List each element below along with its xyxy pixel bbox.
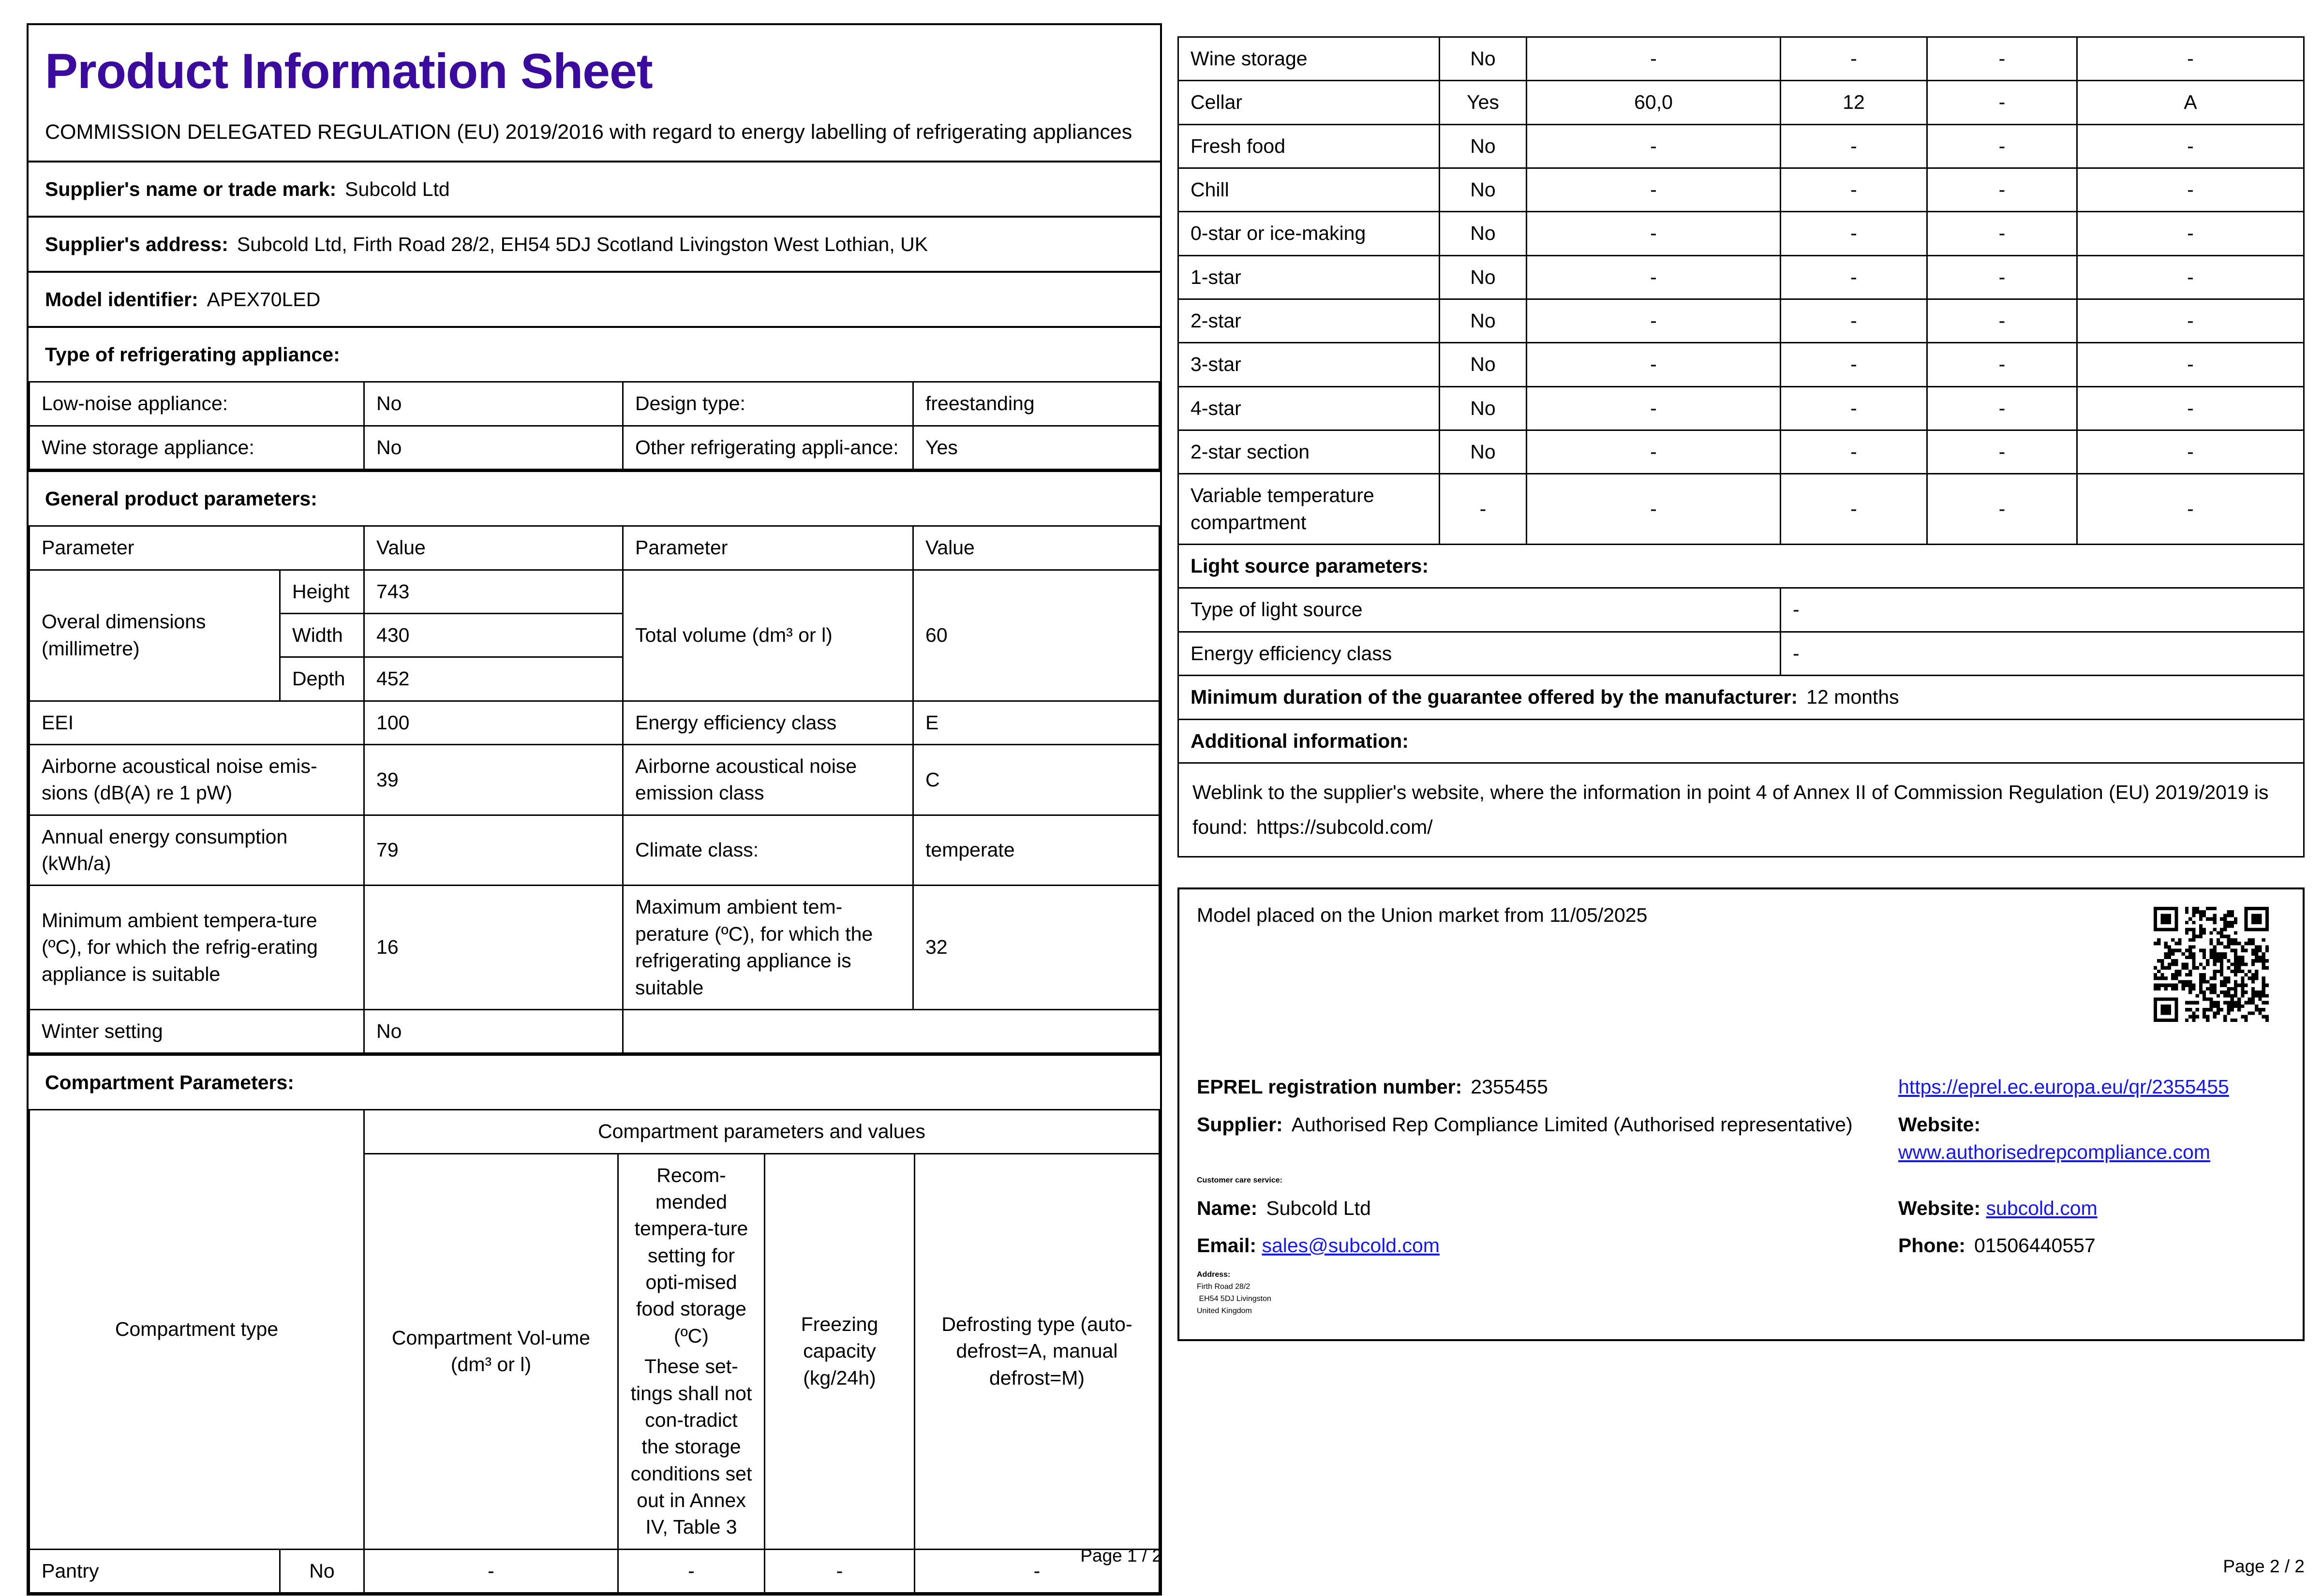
compartment-heading: Compartment Parameters: — [45, 1071, 294, 1094]
compartment-row — [1178, 299, 2304, 343]
compartment-volume: - — [1527, 343, 1781, 386]
table-row — [1178, 588, 2304, 632]
compartment-defrost: - — [2077, 386, 2304, 430]
table-row — [1178, 676, 2304, 719]
compartment-row — [1178, 430, 2304, 474]
page-1 — [27, 23, 1162, 1596]
page-title: Product Information Sheet — [45, 44, 653, 99]
low-noise-value: No — [364, 382, 623, 426]
customer-care-row — [1197, 1176, 2285, 1185]
min-ambient-temp-value: 16 — [364, 886, 623, 1009]
value-header: Value — [364, 526, 623, 570]
supplier-address-row — [29, 216, 1160, 271]
supplier-name-value: Subcold Ltd — [345, 177, 450, 200]
total-volume-value: 60 — [913, 570, 1160, 701]
spacer — [630, 1349, 752, 1353]
light-source-table — [1177, 544, 2305, 857]
compartment-present: No — [1440, 168, 1527, 212]
compartment-volume: - — [1527, 386, 1781, 430]
compartment-freezing: - — [1927, 81, 2077, 124]
email-row — [1197, 1232, 2285, 1259]
table-row — [30, 426, 1160, 469]
wine-storage-value: No — [364, 426, 623, 469]
title-block — [29, 25, 1160, 161]
care-website-link[interactable]: subcold.com — [1986, 1197, 2098, 1219]
compartment-parameters-table — [29, 1109, 1160, 1594]
climate-class-label: Climate class: — [623, 815, 913, 886]
table-row — [30, 570, 1160, 613]
total-volume-label: Total volume (dm³ or l) — [623, 570, 913, 701]
compartment-volume: - — [1527, 37, 1781, 81]
parameter-header: Parameter — [30, 526, 364, 570]
market-date-row — [1197, 904, 2285, 1064]
supplier-address-label: Supplier's address: — [45, 233, 228, 255]
compartment-defrost: - — [2077, 343, 2304, 386]
compartment-label: Cellar — [1178, 81, 1440, 124]
compartment-span-header: Compartment parameters and values — [364, 1110, 1160, 1153]
dimension-width-value: 430 — [364, 614, 623, 657]
max-ambient-temp-value: 32 — [913, 886, 1160, 1009]
compartment-defrost: - — [2077, 168, 2304, 212]
page-2 — [1177, 36, 2305, 1341]
compartment-temp: - — [1781, 343, 1927, 386]
supplier-cell — [1197, 1111, 1889, 1167]
dimension-depth-value: 452 — [364, 657, 623, 701]
compartment-volume: - — [1527, 474, 1781, 545]
table-row — [1178, 632, 2304, 675]
climate-class-value: temperate — [913, 815, 1160, 886]
table-row — [30, 745, 1160, 815]
eprel-link-cell — [1898, 1073, 2285, 1101]
compartment-present: No — [1440, 386, 1527, 430]
website-cell — [1898, 1111, 2285, 1167]
compartment-defrost: - — [2077, 299, 2304, 343]
design-type-value: freestanding — [913, 382, 1160, 426]
eprel-label: EPREL registration number: — [1197, 1076, 1462, 1098]
type-heading-row — [29, 326, 1160, 381]
other-appliance-label: Other refrigerating appli-ance: — [623, 426, 913, 469]
phone-label: Phone: — [1898, 1234, 1965, 1256]
email-cell — [1197, 1232, 1889, 1259]
eei-value: 100 — [364, 701, 623, 744]
defrosting-type-header: Defrosting type (auto-defrost=A, manual defrost=M) — [915, 1153, 1160, 1549]
compartment-temp: - — [1781, 430, 1927, 474]
email-label: Email: — [1197, 1234, 1257, 1256]
compartment-defrost: - — [2077, 212, 2304, 255]
table-row — [30, 815, 1160, 886]
supplier-row — [1197, 1111, 2285, 1167]
compartment-freezing: - — [1927, 255, 2077, 299]
general-parameters-table — [29, 525, 1160, 1054]
wine-storage-label: Wine storage appliance: — [30, 426, 364, 469]
supplier-website-link[interactable]: www.authorisedrepcompliance.com — [1898, 1141, 2210, 1164]
light-type-label: Type of light source — [1178, 588, 1781, 632]
address-line: United Kingdom — [1197, 1306, 1252, 1315]
general-heading: General product parameters: — [45, 488, 317, 510]
qr-code — [2154, 907, 2269, 1022]
weblink-url: https://subcold.com/ — [1256, 815, 1433, 838]
page-1-footer: Page 1 / 2 — [1080, 1546, 1162, 1566]
freezing-capacity-header: Freezing capacity (kg/24h) — [765, 1153, 915, 1549]
compartment-freezing: - — [1927, 343, 2077, 386]
compartment-row — [1178, 168, 2304, 212]
table-row — [30, 886, 1160, 1009]
light-type-value: - — [1781, 588, 2304, 632]
guarantee-value: 12 months — [1806, 686, 1899, 709]
recommended-temp-header-line2: These set-tings shall not con-tradict the storage conditions set out in Annex IV, Table 3 — [630, 1355, 752, 1538]
table-row — [30, 701, 1160, 744]
regulation-subtitle: COMMISSION DELEGATED REGULATION (EU) 2019/2016 with regard to energy labelling of refrigerating appliances — [45, 120, 1132, 144]
compartment-present: Yes — [1440, 81, 1527, 124]
website-label: Website: — [1898, 1197, 1981, 1219]
light-energy-class-label: Energy efficiency class — [1178, 632, 1781, 675]
guarantee-row — [1178, 676, 2304, 719]
parameter-header: Parameter — [623, 526, 913, 570]
table-row — [30, 1110, 1160, 1153]
compartment-volume: - — [1527, 168, 1781, 212]
supplier-name-row — [29, 161, 1160, 216]
email-link[interactable]: sales@subcold.com — [1262, 1234, 1440, 1256]
dimension-height-value: 743 — [364, 570, 623, 613]
compartment-row — [1178, 81, 2304, 124]
compartment-defrost: - — [2077, 124, 2304, 168]
weblink-row — [1178, 763, 2304, 857]
compartment-temp: - — [1781, 386, 1927, 430]
model-identifier-value: APEX70LED — [207, 288, 321, 311]
supplier-name-label: Supplier's name or trade mark: — [45, 177, 337, 200]
address-line: Firth Road 28/2 — [1197, 1283, 1250, 1291]
compartment-row — [1178, 212, 2304, 255]
model-identifier-row — [29, 271, 1160, 326]
eprel-info-box — [1177, 887, 2305, 1341]
pantry-present: No — [280, 1549, 364, 1593]
annual-energy-label: Annual energy consumption (kWh/a) — [30, 815, 364, 886]
compartment-freezing: - — [1927, 299, 2077, 343]
address-line: EH54 5DJ Livingston — [1197, 1294, 1271, 1303]
care-website-cell — [1898, 1195, 2285, 1222]
recommended-temp-header — [618, 1153, 765, 1549]
compartment-freezing: - — [1927, 212, 2077, 255]
pantry-freezing: - — [765, 1549, 915, 1593]
pantry-volume: - — [364, 1549, 618, 1593]
compartment-volume: - — [1527, 212, 1781, 255]
table-row — [1178, 719, 2304, 763]
winter-setting-value: No — [364, 1009, 623, 1053]
compartment-present: - — [1440, 474, 1527, 545]
compartment-type-header: Compartment type — [30, 1110, 364, 1549]
compartment-row — [1178, 474, 2304, 545]
compartment-label: 1-star — [1178, 255, 1440, 299]
eprel-number — [1197, 1073, 1889, 1101]
compartment-temp: - — [1781, 255, 1927, 299]
dimension-height-label: Height — [280, 570, 364, 613]
compartment-volume: 60,0 — [1527, 81, 1781, 124]
compartment-label: 4-star — [1178, 386, 1440, 430]
compartment-label: 2-star section — [1178, 430, 1440, 474]
max-ambient-temp-label: Maximum ambient tem-perature (ºC), for which the refrigerating appliance is suitable — [623, 886, 913, 1009]
compartment-temp: - — [1781, 299, 1927, 343]
compartment-label: 3-star — [1178, 343, 1440, 386]
website-label: Website: — [1898, 1113, 1981, 1136]
compartment-row — [1178, 124, 2304, 168]
energy-class-value: E — [913, 701, 1160, 744]
compartment-temp: - — [1781, 474, 1927, 545]
compartment-freezing: - — [1927, 430, 2077, 474]
noise-class-label: Airborne acoustical noise emission class — [623, 745, 913, 815]
compartment-label: Variable temperature compartment — [1178, 474, 1440, 545]
general-heading-row — [29, 470, 1160, 525]
compartment-label: Fresh food — [1178, 124, 1440, 168]
compartment-parameters-table-continued — [1177, 36, 2305, 545]
compartment-label: Chill — [1178, 168, 1440, 212]
design-type-label: Design type: — [623, 382, 913, 426]
pantry-temp: - — [618, 1549, 765, 1593]
customer-care-heading: Customer care service: — [1197, 1176, 1282, 1184]
low-noise-label: Low-noise appliance: — [30, 382, 364, 426]
supplier-value: Authorised Rep Compliance Limited (Authorised representative) — [1291, 1113, 1853, 1136]
compartment-defrost: A — [2077, 81, 2304, 124]
annual-energy-value: 79 — [364, 815, 623, 886]
compartment-freezing: - — [1927, 124, 2077, 168]
noise-emissions-label: Airborne acoustical noise emis-sions (dB(A) re 1 pW) — [30, 745, 364, 815]
compartment-present: No — [1440, 124, 1527, 168]
care-name-cell — [1197, 1195, 1889, 1222]
table-row — [1178, 763, 2304, 857]
energy-class-label: Energy efficiency class — [623, 701, 913, 744]
compartment-row — [1178, 37, 2304, 81]
compartment-row — [1178, 343, 2304, 386]
compartment-temp: - — [1781, 124, 1927, 168]
compartment-present: No — [1440, 299, 1527, 343]
compartment-freezing: - — [1927, 474, 2077, 545]
compartment-present: No — [1440, 430, 1527, 474]
compartment-present: No — [1440, 212, 1527, 255]
name-label: Name: — [1197, 1197, 1258, 1219]
recommended-temp-header-line1: Recom-mended tempera-ture setting for opti-mised food storage (ºC) — [634, 1164, 748, 1347]
empty-cell — [623, 1009, 1160, 1053]
compartment-freezing: - — [1927, 168, 2077, 212]
compartment-present: No — [1440, 37, 1527, 81]
compartment-freezing: - — [1927, 37, 2077, 81]
compartment-temp: - — [1781, 37, 1927, 81]
weblink-label: Weblink to the supplier's website, where the information in point 4 of Annex II of Commission Regulation (EU) 2019/2019 is found: — [1192, 781, 2269, 838]
compartment-volume-header: Compartment Vol-ume (dm³ or l) — [364, 1153, 618, 1549]
type-heading: Type of refrigerating appliance: — [45, 343, 340, 366]
guarantee-label: Minimum duration of the guarantee offered by the manufacturer: — [1191, 686, 1798, 709]
table-row — [30, 1009, 1160, 1053]
compartment-present: No — [1440, 343, 1527, 386]
additional-information-heading: Additional information: — [1178, 719, 2304, 763]
noise-emissions-value: 39 — [364, 745, 623, 815]
compartment-heading-row — [29, 1054, 1160, 1109]
phone-cell — [1898, 1232, 2285, 1259]
model-identifier-label: Model identifier: — [45, 288, 198, 311]
compartment-volume: - — [1527, 430, 1781, 474]
compartment-row — [1178, 255, 2304, 299]
market-date-text: Model placed on the Union market from 11/05/2025 — [1197, 904, 1648, 927]
light-source-heading: Light source parameters: — [1178, 545, 2304, 588]
dimensions-label: Overal dimensions (millimetre) — [30, 570, 280, 701]
supplier-label: Supplier: — [1197, 1113, 1283, 1136]
compartment-label: 0-star or ice-making — [1178, 212, 1440, 255]
table-row — [30, 382, 1160, 426]
eei-label: EEI — [30, 701, 364, 744]
table-row — [30, 526, 1160, 570]
value-header: Value — [913, 526, 1160, 570]
compartment-defrost: - — [2077, 430, 2304, 474]
phone-value: 01506440557 — [1974, 1234, 2096, 1256]
compartment-volume: - — [1527, 299, 1781, 343]
winter-setting-label: Winter setting — [30, 1009, 364, 1053]
compartment-defrost: - — [2077, 37, 2304, 81]
page-2-footer: Page 2 / 2 — [2223, 1556, 2305, 1576]
pantry-defrost: - — [915, 1549, 1160, 1593]
compartment-freezing: - — [1927, 386, 2077, 430]
compartment-row — [1178, 386, 2304, 430]
dimension-width-label: Width — [280, 614, 364, 657]
name-row — [1197, 1195, 2285, 1222]
compartment-temp: - — [1781, 168, 1927, 212]
supplier-address-value: Subcold Ltd, Firth Road 28/2, EH54 5DJ Scotland Livingston West Lothian, UK — [237, 233, 928, 255]
light-energy-class-value: - — [1781, 632, 2304, 675]
noise-class-value: C — [913, 745, 1160, 815]
pantry-label: Pantry — [30, 1549, 280, 1593]
compartment-defrost: - — [2077, 474, 2304, 545]
compartment-present: No — [1440, 255, 1527, 299]
eprel-row — [1197, 1073, 2285, 1101]
name-value: Subcold Ltd — [1266, 1197, 1371, 1219]
compartment-label: Wine storage — [1178, 37, 1440, 81]
table-row — [1178, 545, 2304, 588]
address-block — [1197, 1269, 2285, 1317]
compartment-volume: - — [1527, 255, 1781, 299]
compartment-temp: 12 — [1781, 81, 1927, 124]
compartment-volume: - — [1527, 124, 1781, 168]
compartment-defrost: - — [2077, 255, 2304, 299]
eprel-link[interactable]: https://eprel.ec.europa.eu/qr/2355455 — [1898, 1076, 2229, 1098]
appliance-type-table — [29, 381, 1160, 470]
eprel-value: 2355455 — [1471, 1076, 1548, 1098]
min-ambient-temp-label: Minimum ambient tempera-ture (ºC), for which the refrig-erating appliance is suitable — [30, 886, 364, 1009]
other-appliance-value: Yes — [913, 426, 1160, 469]
address-label: Address: — [1197, 1271, 1231, 1279]
compartment-temp: - — [1781, 212, 1927, 255]
compartment-label: 2-star — [1178, 299, 1440, 343]
dimension-depth-label: Depth — [280, 657, 364, 701]
